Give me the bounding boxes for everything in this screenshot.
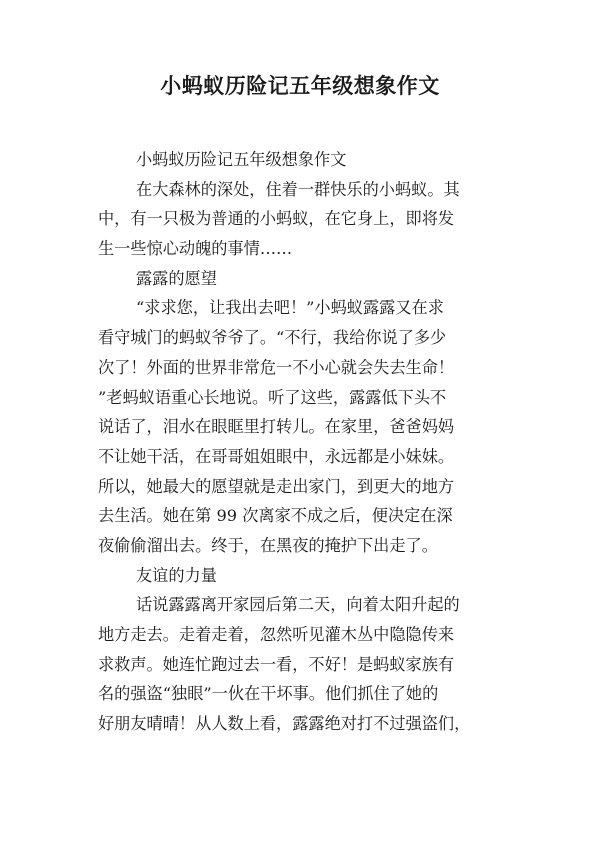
text-line: 友谊的力量 <box>136 565 217 585</box>
text-line: 名的强盗“独眼”一伙在干坏事。他们抓住了她的 <box>98 684 439 704</box>
text-line: 次了！外面的世界非常危一不小心就会失去生命！ <box>98 357 455 377</box>
text-line: 求救声。她连忙跑过去一看，不好！是蚂蚁家族有 <box>98 654 455 674</box>
text-line: 生一些惊心动魄的事情…… <box>98 239 293 259</box>
page-title: 小蚂蚁历险记五年级想象作文 <box>160 74 440 98</box>
essay-body <box>98 145 508 739</box>
text-line: 所以，她最大的愿望就是走出家门，到更大的地方 <box>98 476 455 496</box>
text-line: 夜偷偷溜出去。终于，在黑夜的掩护下出走了。 <box>98 535 438 555</box>
text-line: 话说露露离开家园后第二天，向着太阳升起的 <box>136 595 460 615</box>
text-line: ”老蚂蚁语重心长地说。听了这些，露露低下头不 <box>98 387 447 407</box>
text-line: 好朋友晴晴！从人数上看，露露绝对打不过强盗们， <box>98 714 471 734</box>
text-line: 露露的愿望 <box>136 268 217 288</box>
text-line: 说话了，泪水在眼眶里打转儿。在家里，爸爸妈妈 <box>98 417 455 437</box>
text-line: 不让她干活，在哥哥姐姐眼中，永远都是小妹妹。 <box>98 446 455 466</box>
text-line: “求求您，让我出去吧！”小蚂蚁露露又在求 <box>136 298 444 318</box>
text-line: 小蚂蚁历险记五年级想象作文 <box>136 150 347 169</box>
text-line: 看守城门的蚂蚁爷爷了。“不行，我给你说了多少 <box>98 328 447 348</box>
text-line: 去生活。她在第 99 次离家不成之后，便决定在深 <box>98 506 453 526</box>
text-line: 在大森林的深处，住着一群快乐的小蚂蚁。其 <box>136 179 460 199</box>
text-line: 地方走去。走着走着，忽然听见灌木丛中隐隐传来 <box>98 625 455 644</box>
text-line: 中，有一只极为普通的小蚂蚁，在它身上，即将发 <box>98 209 455 229</box>
